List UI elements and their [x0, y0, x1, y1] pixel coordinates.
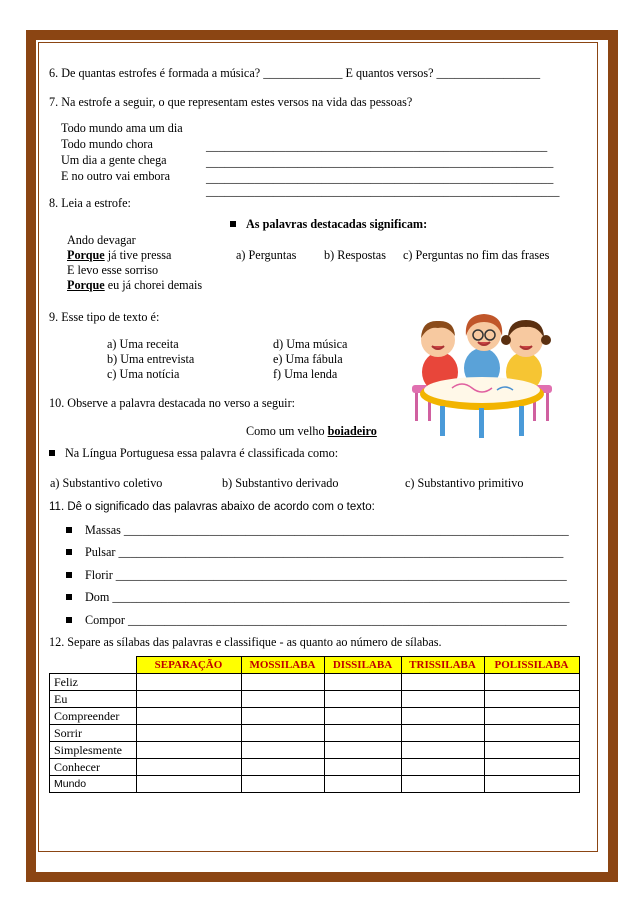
option-a[interactable]: a) Substantivo coletivo [50, 476, 163, 490]
option-b[interactable]: b) Substantivo derivado [222, 476, 339, 490]
question-9: 9. Esse tipo de texto é: [49, 310, 160, 324]
verse-line: Todo mundo ama um dia [61, 121, 183, 135]
answer-cell[interactable] [484, 742, 579, 759]
verse-line: Todo mundo chora [61, 137, 153, 151]
bullet-square-icon [230, 221, 236, 227]
answer-line[interactable]: Pulsar _________________________________________________________________________ [85, 545, 564, 559]
bullet-square-icon [66, 594, 72, 600]
question-8: 8. Leia a estrofe: [49, 196, 131, 210]
answer-cell[interactable] [401, 742, 484, 759]
option-a[interactable]: a) Uma receita [107, 337, 179, 351]
word-cell: Simplesmente [50, 742, 137, 759]
table-header-blank [50, 657, 137, 674]
highlighted-word: Porque [67, 248, 105, 262]
option-a[interactable]: a) Perguntas [236, 248, 297, 262]
children-drawing-illustration [402, 310, 562, 440]
option-f[interactable]: f) Uma lenda [273, 367, 338, 381]
word-cell: Feliz [50, 674, 137, 691]
answer-cell[interactable] [324, 708, 401, 725]
answer-cell[interactable] [401, 691, 484, 708]
table-row [50, 759, 580, 776]
question-6: 6. De quantas estrofes é formada a música? _____________ E quantos versos? _________________ [49, 66, 541, 80]
table-header: POLISSILABA [484, 657, 579, 674]
table-row [50, 742, 580, 759]
table-header-row [50, 657, 580, 674]
answer-cell[interactable] [136, 776, 241, 793]
answer-cell[interactable] [484, 759, 579, 776]
question-7: 7. Na estrofe a seguir, o que representam estes versos na vida das pessoas? [49, 95, 413, 109]
answer-cell[interactable] [324, 674, 401, 691]
bullet-square-icon [66, 572, 72, 578]
option-b[interactable]: b) Uma entrevista [107, 352, 195, 366]
option-d[interactable]: d) Uma música [273, 337, 348, 351]
answer-cell[interactable] [324, 691, 401, 708]
bullet-square-icon [66, 549, 72, 555]
answer-line[interactable]: _________________________________________________________ [206, 155, 554, 169]
option-b[interactable]: b) Respostas [324, 248, 386, 262]
answer-cell[interactable] [401, 759, 484, 776]
answer-cell[interactable] [401, 725, 484, 742]
table-row [50, 725, 580, 742]
answer-line[interactable]: __________________________________________________________ [206, 184, 560, 198]
answer-cell[interactable] [484, 708, 579, 725]
answer-line[interactable]: Compor ________________________________________________________________________ [85, 613, 567, 627]
answer-cell[interactable] [324, 742, 401, 759]
q8-heading: As palavras destacadas significam: [246, 217, 428, 231]
answer-cell[interactable] [401, 674, 484, 691]
verse-line: Ando devagar [67, 233, 136, 247]
table-header: SEPARAÇÃO [136, 657, 241, 674]
verse-line: E levo esse sorriso [67, 263, 159, 277]
bullet-square-icon [66, 617, 72, 623]
highlighted-word: boiadeiro [327, 424, 377, 438]
answer-cell[interactable] [324, 725, 401, 742]
answer-cell[interactable] [241, 776, 324, 793]
verse-line: Porque já tive pressa [67, 248, 172, 262]
bullet-square-icon [66, 527, 72, 533]
answer-line[interactable]: _________________________________________________________ [206, 171, 554, 185]
answer-cell[interactable] [241, 674, 324, 691]
verse-line: Como um velho boiadeiro [246, 424, 377, 438]
answer-cell[interactable] [401, 708, 484, 725]
answer-cell[interactable] [241, 691, 324, 708]
answer-cell[interactable] [484, 725, 579, 742]
option-c[interactable]: c) Substantivo primitivo [405, 476, 524, 490]
word-cell: Mundo [50, 776, 137, 793]
answer-cell[interactable] [241, 725, 324, 742]
question-11: 11. Dê o significado das palavras abaixo de acordo com o texto: [49, 501, 375, 513]
bullet-square-icon [49, 450, 55, 456]
answer-cell[interactable] [136, 742, 241, 759]
highlighted-word: Porque [67, 278, 105, 292]
verse-line: Um dia a gente chega [61, 153, 167, 167]
answer-cell[interactable] [324, 759, 401, 776]
answer-cell[interactable] [484, 674, 579, 691]
answer-cell[interactable] [136, 725, 241, 742]
verse-line: Porque eu já chorei demais [67, 278, 203, 292]
syllable-table [49, 656, 580, 793]
table-row [50, 708, 580, 725]
option-c[interactable]: c) Perguntas no fim das frases [403, 248, 550, 262]
table-row [50, 674, 580, 691]
answer-line[interactable]: ________________________________________________________ [206, 139, 548, 153]
answer-cell[interactable] [241, 708, 324, 725]
table-row [50, 776, 580, 793]
word-cell: Eu [50, 691, 137, 708]
option-c[interactable]: c) Uma notícia [107, 367, 180, 381]
answer-cell[interactable] [401, 776, 484, 793]
word-cell: Sorrir [50, 725, 137, 742]
q10-subquestion: Na Língua Portuguesa essa palavra é classificada como: [65, 446, 339, 460]
question-10: 10. Observe a palavra destacada no verso a seguir: [49, 396, 296, 410]
word-cell: Conhecer [50, 759, 137, 776]
answer-cell[interactable] [324, 776, 401, 793]
question-12: 12. Separe as sílabas das palavras e classifique - as quanto ao número de sílabas. [49, 635, 442, 649]
answer-cell[interactable] [484, 776, 579, 793]
answer-line[interactable]: Florir __________________________________________________________________________ [85, 568, 567, 582]
verse-line: E no outro vai embora [61, 169, 170, 183]
answer-cell[interactable] [136, 759, 241, 776]
answer-line[interactable]: Dom ___________________________________________________________________________ [85, 590, 570, 604]
option-e[interactable]: e) Uma fábula [273, 352, 343, 366]
answer-cell[interactable] [136, 691, 241, 708]
answer-cell[interactable] [241, 759, 324, 776]
answer-cell[interactable] [241, 742, 324, 759]
table-header: TRISSILABA [401, 657, 484, 674]
word-cell: Compreender [50, 708, 137, 725]
table-header: DISSILABA [324, 657, 401, 674]
table-header: MOSSILABA [241, 657, 324, 674]
answer-cell[interactable] [484, 691, 579, 708]
table-row [50, 691, 580, 708]
answer-cell[interactable] [136, 708, 241, 725]
answer-cell[interactable] [136, 674, 241, 691]
answer-line[interactable]: Massas _________________________________________________________________________ [85, 523, 569, 537]
